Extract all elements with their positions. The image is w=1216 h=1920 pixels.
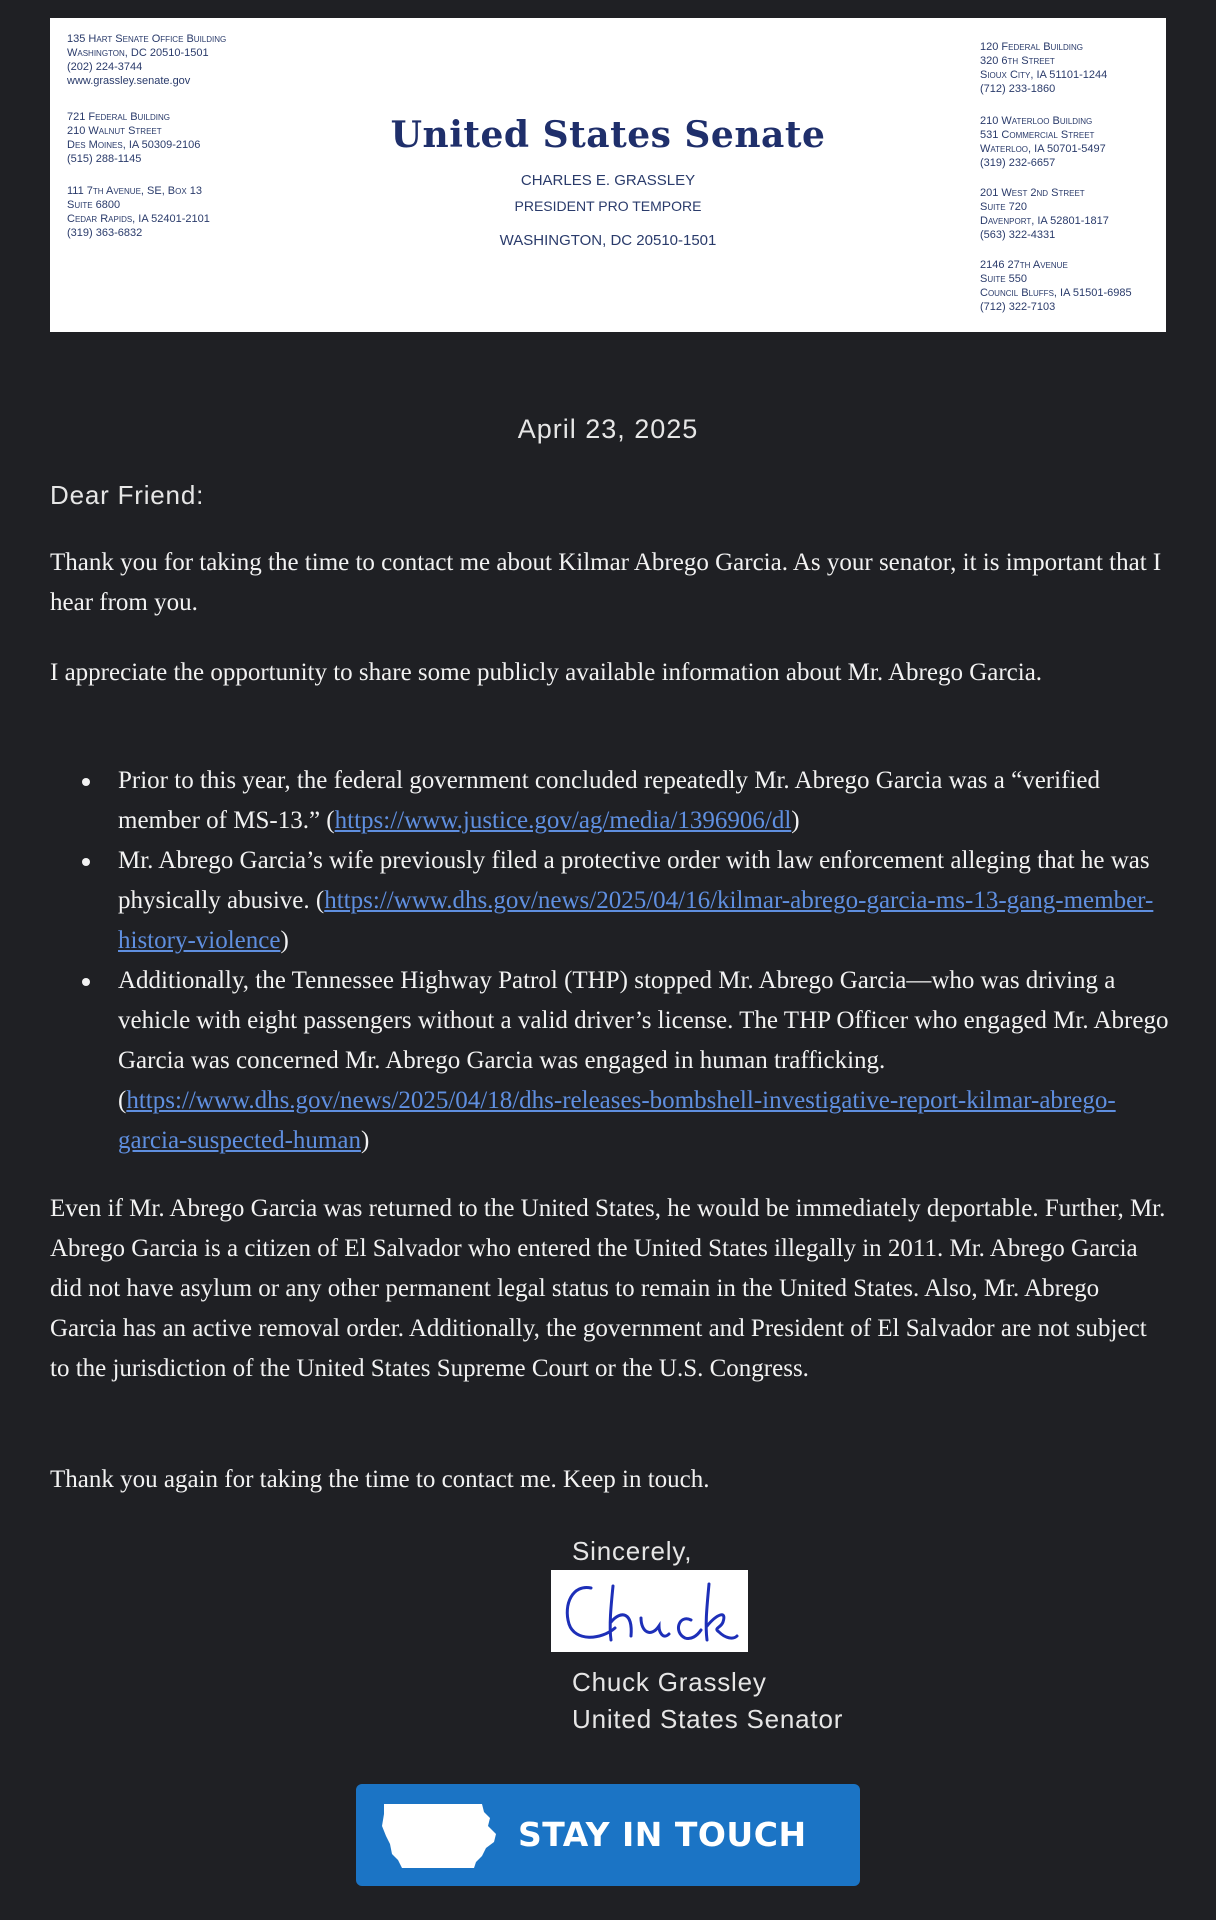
bullet-text: Prior to this year, the federal government concluded repeatedly Mr. Abrego Garcia was a “verified member of MS-13.” (: [118, 767, 1100, 834]
address-phone: (319) 363-6832: [67, 227, 143, 239]
bullet-text-end: ): [280, 927, 289, 954]
address-line: 531 Commercial Street: [980, 129, 1095, 141]
address-line: Suite 550: [980, 273, 1027, 285]
signature: [551, 1570, 748, 1652]
signer-name: Chuck Grassley: [572, 1667, 767, 1697]
address-line: Suite 720: [980, 201, 1027, 213]
address-line: Sioux City, IA 51101-1244: [980, 69, 1108, 81]
address-line: 210 Walnut Street: [67, 125, 162, 137]
address-phone: (712) 233-1860: [980, 83, 1056, 95]
paragraph-deportable: Even if Mr. Abrego Garcia was returned to the United States, he would be immediately deportable. Further, Mr. Abrego Garcia is a citizen of El Salvador who entered the United States illegally in 2011. Mr. Abrego Garcia did not have asylum or any other permanent legal status to remain in the United States. Also, Mr. Abrego Garcia has an active removal order. Additionally, the government and President of El Salvador are not subject to the jurisdiction of the United States Supreme Court or the U.S. Congress.: [50, 1195, 1166, 1382]
address-line: 201 West 2nd Street: [980, 187, 1085, 199]
paragraph-intro: Thank you for taking the time to contact me about Kilmar Abrego Garcia. As your senator, it is important that I hear from you.: [50, 549, 1162, 616]
paragraph-share: I appreciate the opportunity to share some publicly available information about Mr. Abrego Garcia.: [50, 659, 1043, 686]
address-line: 135 Hart Senate Office Building: [67, 33, 227, 45]
list-item: [50, 761, 1170, 841]
stay-in-touch-label: STAY IN TOUCH: [518, 1815, 807, 1854]
address-phone: (202) 224-3744: [67, 61, 143, 73]
address-block-waterloo: [980, 114, 1106, 170]
closing-sincerely: Sincerely,: [572, 1536, 693, 1566]
address-phone: (563) 322-4331: [980, 229, 1056, 241]
address-line: 721 Federal Building: [67, 111, 170, 123]
address-line: 210 Waterloo Building: [980, 115, 1093, 127]
address-line: Washington, DC 20510-1501: [67, 47, 209, 59]
address-line: Council Bluffs, IA 51501-6985: [980, 287, 1132, 299]
address-line: Des Moines, IA 50309-2106: [67, 139, 201, 151]
stay-in-touch-button[interactable]: [356, 1784, 860, 1886]
letterhead-title: United States Senate: [390, 114, 826, 156]
list-item: [50, 961, 1170, 1161]
iowa-map-icon: [378, 1800, 502, 1870]
bullet-text: Additionally, the Tennessee Highway Patrol (THP) stopped Mr. Abrego Garcia—who was driving a vehicle with eight passengers without a valid driver’s license. The THP Officer who engaged Mr. Abrego Garcia was concerned Mr. Abrego Garcia was engaged in human trafficking. (: [118, 967, 1169, 1114]
letterhead: [50, 18, 1166, 332]
address-block-council-bluffs: [980, 258, 1132, 314]
address-phone: (319) 232-6657: [980, 157, 1056, 169]
address-line: Suite 6800: [67, 199, 121, 211]
dhs-link-history[interactable]: https://www.dhs.gov/news/2025/04/16/kilmar-abrego-garcia-ms-13-gang-member-history-violence: [118, 887, 1154, 954]
address-block-washington: [67, 32, 226, 88]
address-line: 120 Federal Building: [980, 41, 1083, 53]
list-item: [50, 841, 1170, 961]
signature-icon: [551, 1570, 748, 1652]
dhs-link-report[interactable]: https://www.dhs.gov/news/2025/04/18/dhs-releases-bombshell-investigative-report-kilmar-abrego-garcia-suspected-human: [118, 1087, 1116, 1154]
address-website: www.grassley.senate.gov: [67, 75, 191, 87]
address-block-davenport: [980, 186, 1109, 242]
senator-role: PRESIDENT PRO TEMPORE: [514, 198, 702, 214]
signer-title: United States Senator: [572, 1704, 844, 1734]
bullet-text-end: ): [360, 1127, 370, 1154]
address-line: 111 7th Avenue, SE, Box 13: [67, 185, 202, 197]
bullet-list: [50, 761, 1170, 1161]
address-phone: (515) 288-1145: [67, 153, 142, 165]
bullet-text: Mr. Abrego Garcia’s wife previously filed a protective order with law enforcement alleging that he was physically abusive. (: [118, 847, 1150, 914]
letter-greeting: Dear Friend:: [50, 480, 205, 510]
bullet-text-end: ): [791, 807, 800, 834]
address-line: Waterloo, IA 50701-5497: [980, 143, 1106, 155]
address-line: Davenport, IA 52801-1817: [980, 215, 1109, 227]
address-line: 2146 27th Avenue: [980, 259, 1068, 271]
address-block-sioux-city: [980, 40, 1107, 96]
address-line: Cedar Rapids, IA 52401-2101: [67, 213, 210, 225]
address-line: 320 6th Street: [980, 55, 1055, 67]
letterhead-city: WASHINGTON, DC 20510-1501: [499, 232, 717, 249]
senator-name: CHARLES E. GRASSLEY: [520, 172, 696, 189]
address-phone: (712) 322-7103: [980, 301, 1056, 313]
letter-date: April 23, 2025: [517, 414, 699, 444]
justice-link[interactable]: https://www.justice.gov/ag/media/1396906/dl: [334, 807, 792, 834]
paragraph-thanks: Thank you again for taking the time to contact me. Keep in touch.: [50, 1466, 710, 1493]
